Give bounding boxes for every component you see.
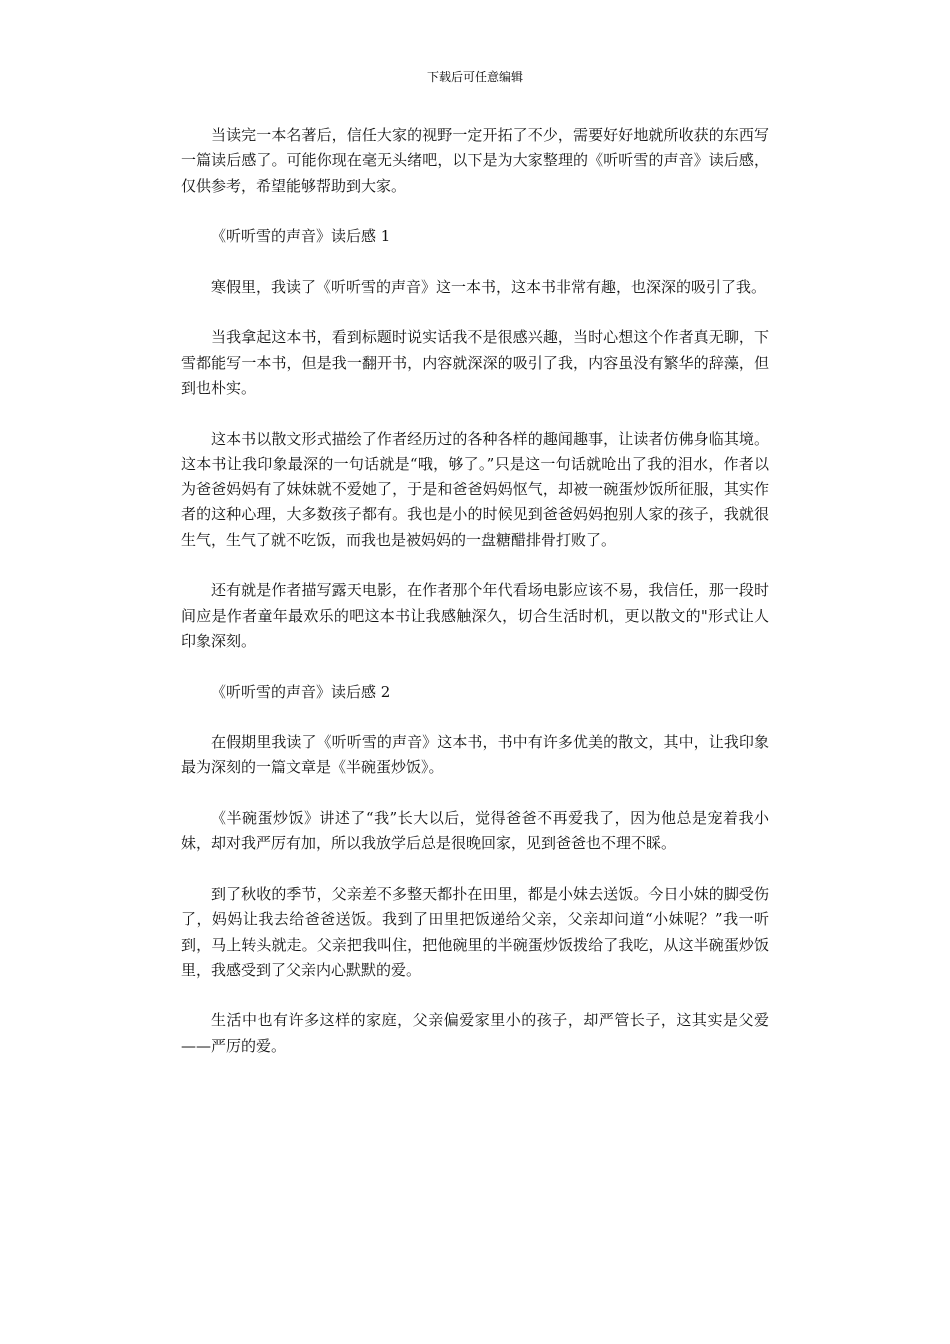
body-paragraph: 还有就是作者描写露天电影，在作者那个年代看场电影应该不易，我信任，那一段时间应是作者童年最欢乐的吧这本书让我感触深久，切合生活时机，更以散文的"形式让人印象深刻。 — [181, 581, 769, 650]
body-paragraph: 这本书以散文形式描绘了作者经历过的各种各样的趣闻趣事，让读者仿佛身临其境。这本书让我印象最深的一句话就是“哦，够了。”只是这一句话就呛出了我的泪水，作者以为爸爸妈妈有了妹妹就不爱她了，于是和爸爸妈妈怄气，却被一碗蛋炒饭所征服，其实作者的这种心理，大多数孩子都有。我也是小的时候见到爸爸妈妈抱别人家的孩子，我就很生气，生气了就不吃饭，而我也是被妈妈的一盘糖醋排骨打败了。 — [181, 429, 769, 549]
body-paragraph: 寒假里，我读了《听听雪的声音》这一本书，这本书非常有趣，也深深的吸引了我。 — [211, 277, 767, 296]
body-paragraph: 在假期里我读了《听听雪的声音》这本书，书中有许多优美的散文，其中，让我印象最为深刻的一篇文章是《半碗蛋炒饭》。 — [181, 733, 769, 777]
body-paragraph: 《半碗蛋炒饭》讲述了“我”长大以后，觉得爸爸不再爱我了，因为他总是宠着我小妹，却对我严厉有加，所以我放学后总是很晚回家，见到爸爸也不理不睬。 — [181, 809, 769, 853]
body-paragraph: 到了秋收的季节，父亲差不多整天都扑在田里，都是小妹去送饭。今日小妹的脚受伤了，妈妈让我去给爸爸送饭。我到了田里把饭递给父亲，父亲却问道“小妹呢？”我一听到，马上转头就走。父亲把我叫住，把他碗里的半碗蛋炒饭拨给了我吃，从这半碗蛋炒饭里，我感受到了父亲内心默默的爱。 — [181, 884, 769, 979]
body-paragraph: 生活中也有许多这样的家庭，父亲偏爱家里小的孩子，却严管长子，这其实是父爱——严厉的爱。 — [181, 1011, 769, 1055]
intro-paragraph: 当读完一本名著后，信任大家的视野一定开拓了不少，需要好好地就所收获的东西写一篇读后感了。可能你现在毫无头绪吧，以下是为大家整理的《听听雪的声音》读后感，仅供参考，希望能够帮助到大家。 — [181, 126, 769, 195]
section-heading-2: 《听听雪的声音》读后感 2 — [211, 682, 391, 701]
body-paragraph: 当我拿起这本书，看到标题时说实话我不是很感兴趣，当时心想这个作者真无聊，下雪都能写一本书，但是我一翻开书，内容就深深的吸引了我，内容虽没有繁华的辞藻，但到也朴实。 — [181, 328, 769, 397]
page-header: 下载后可任意编辑 — [426, 70, 523, 84]
section-heading-1: 《听听雪的声音》读后感 1 — [211, 227, 391, 246]
document-body — [181, 123, 769, 1084]
